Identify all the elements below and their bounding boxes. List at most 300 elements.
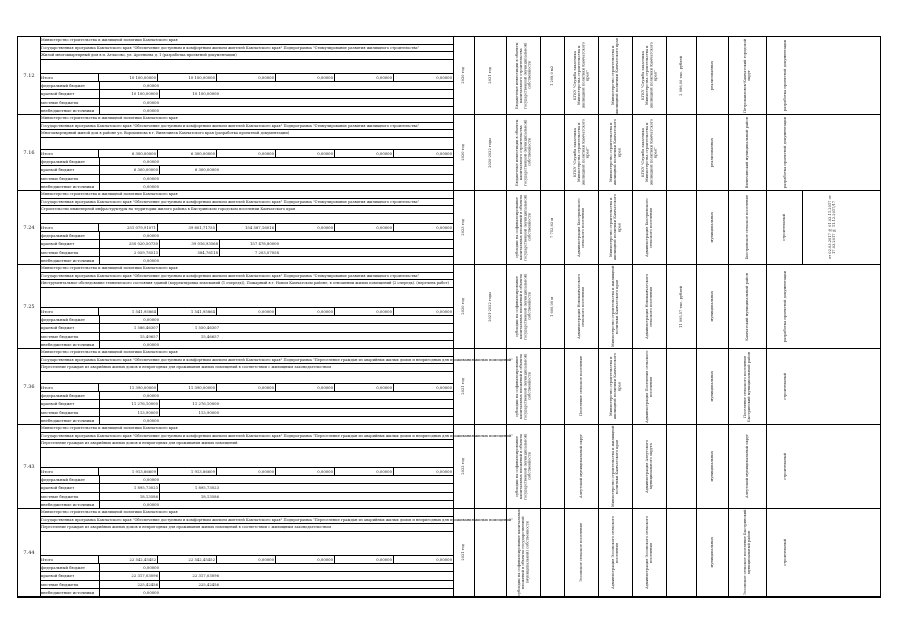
financing-label: внебюджетные источники — [40, 341, 100, 348]
financing-value: 0,00000 — [217, 384, 276, 391]
attribute-cell — [507, 425, 541, 508]
attribute-text: Министерство строительства и жилищной политики Камчатского края — [611, 265, 620, 348]
financing-block — [40, 555, 453, 596]
financing-label: федеральный бюджет — [40, 232, 100, 239]
attribute-cell — [565, 115, 599, 190]
financing-value: 250 020,50730 — [100, 240, 160, 247]
attribute-text: Министерство строительства и жилищной политики Камчатского края — [611, 425, 620, 508]
attribute-text: Поселение сельское поселение — [579, 356, 584, 417]
attribute-cell — [767, 349, 803, 424]
financing-row — [40, 174, 453, 182]
attribute-text: КГКУ "Служба заказчика Министерства строительства и жилищной политики Камчатского края" — [573, 119, 590, 186]
financing-label: федеральный бюджет — [40, 476, 100, 483]
row-number: 7.12 — [18, 37, 41, 114]
attribute-cell — [507, 191, 541, 264]
financing-label: Итого — [40, 556, 99, 563]
row-attributes — [453, 349, 880, 424]
attribute-cell — [767, 509, 803, 596]
attribute-text: строительный — [782, 539, 787, 566]
financing-row — [40, 588, 453, 596]
row-description — [40, 37, 454, 114]
attribute-text: 7 752,83 м — [550, 217, 555, 238]
attribute-cell — [507, 509, 541, 596]
row-attributes — [453, 509, 880, 596]
attribute-cell — [729, 115, 767, 190]
financing-label: местные бюджеты — [40, 581, 100, 588]
financing-row — [40, 248, 453, 256]
financing-row — [40, 475, 453, 483]
attribute-text: субсидии на софинансирование капитальных вложений в объекты государственной (муниципальной) собственности — [515, 433, 532, 500]
ministry-line: Министерство строительства и жилищной политики Камчатского края — [40, 191, 453, 199]
attribute-cell — [729, 37, 767, 114]
ministry-line: Министерство строительства и жилищной политики Камчатского края — [40, 425, 453, 433]
financing-value: 0,00000 — [143, 477, 159, 483]
attribute-text: разработка проектной документации — [782, 116, 787, 189]
attribute-cell — [697, 509, 729, 596]
attribute-cell — [633, 425, 667, 508]
attribute-text: Министерство строительства и жилищной политики Камчатского края — [609, 194, 622, 261]
financing-value: 11 390,00000 — [99, 384, 158, 391]
financing-value: 0,00000 — [335, 468, 394, 475]
financing-value: 1 913,86609 — [158, 468, 217, 475]
attribute-cell — [541, 37, 565, 114]
financing-value: 0,00000 — [436, 309, 452, 315]
financing-value: 10 100,00000 — [192, 91, 219, 97]
attribute-cell — [633, 37, 667, 114]
attribute-cell — [507, 349, 541, 424]
attribute-text: Администрация Эссовского сельского поселения — [611, 516, 620, 589]
financing-label: краевой бюджет — [40, 166, 100, 173]
attribute-text: Камчатский муниципальный район — [745, 272, 750, 341]
financing-row — [40, 332, 453, 340]
financing-value: 584,76118 — [160, 249, 220, 256]
attribute-cell — [767, 191, 803, 264]
financing-value: 10 100,00000 — [99, 74, 158, 81]
financing-row — [40, 307, 453, 315]
row-number: 7.44 — [18, 509, 41, 596]
attribute-cell — [453, 265, 475, 348]
attribute-cell — [475, 37, 507, 114]
attribute-cell — [453, 349, 475, 424]
attribute-text: Министерство строительства и жилищной политики Камчатского края — [609, 353, 622, 420]
financing-value: 0,00000 — [143, 257, 159, 263]
attribute-text: разработка проектной документации — [782, 39, 787, 112]
financing-value: 10 100,00000 — [100, 90, 160, 97]
financing-value: 0,00000 — [335, 384, 394, 391]
financing-value: 6 300,00000 — [194, 167, 219, 173]
attribute-text: реализованных — [710, 137, 715, 168]
attribute-cell — [667, 349, 697, 424]
attribute-cell — [507, 37, 541, 114]
table-row — [18, 115, 880, 191]
attribute-text: 2020-2022 годы — [488, 137, 493, 168]
financing-row — [40, 73, 453, 81]
financing-row — [40, 149, 453, 157]
financing-value: 0,00000 — [143, 501, 159, 507]
financing-value: 0,00000 — [217, 468, 276, 475]
attribute-cell — [475, 115, 507, 190]
attribute-text: Администрация Алеутского муниципального округа — [645, 439, 654, 494]
financing-value: 225,42456 — [198, 581, 219, 587]
row-number: 7.36 — [18, 349, 41, 424]
attribute-text: 2020 год — [461, 144, 466, 161]
financing-label: Итого — [40, 384, 99, 391]
attribute-cell — [767, 115, 803, 190]
financing-value: 0,00000 — [335, 150, 394, 157]
attribute-cell — [541, 425, 565, 508]
financing-label: краевой бюджет — [40, 90, 100, 97]
attribute-cell — [507, 265, 541, 348]
financing-value: 1 895,73023 — [100, 484, 160, 491]
financing-label: местные бюджеты — [40, 333, 100, 340]
attribute-cell — [541, 349, 565, 424]
financing-value: 15,46657 — [200, 333, 219, 339]
financing-value: 2 059,78513 — [100, 249, 160, 256]
attribute-text: 1 600,00 м — [550, 296, 555, 317]
attribute-text: Администрация Новокамчатского сельского поселения — [645, 273, 654, 340]
financing-row — [40, 408, 453, 416]
attribute-cell — [697, 37, 729, 114]
attribute-text: 2022 год — [461, 458, 466, 475]
attribute-cell — [729, 265, 767, 348]
financing-label: местные бюджеты — [40, 493, 100, 500]
financing-value: 1 586,46307 — [100, 324, 160, 331]
financing-value: 0,00000 — [276, 224, 335, 231]
financing-value: 0,00000 — [276, 468, 335, 475]
document-table — [17, 36, 881, 598]
attribute-text: муниципальных — [710, 371, 715, 402]
financing-value: 0,00000 — [143, 175, 159, 181]
financing-value: 1 541,95864 — [99, 308, 158, 315]
financing-value: 18,13586 — [100, 493, 160, 500]
ministry-line: Министерство строительства и жилищной политики Камчатского края — [40, 349, 453, 357]
financing-label: Итого — [40, 74, 99, 81]
financing-row — [40, 89, 453, 97]
financing-value: 0,00000 — [143, 341, 159, 347]
attribute-text: 2021 год — [461, 544, 466, 561]
financing-label: федеральный бюджет — [40, 158, 100, 165]
financing-label: местные бюджеты — [40, 409, 100, 416]
attribute-text: Эссовское сельское поселение Быстринский муниципальный район — [743, 509, 752, 596]
financing-value: 15,49657 — [100, 333, 160, 340]
attribute-text: муниципальных — [710, 291, 715, 322]
financing-value: 22 542,45452 — [99, 556, 158, 563]
financing-block — [40, 73, 453, 114]
financing-value: 113,90000 — [100, 409, 160, 416]
financing-value: 0,00000 — [143, 317, 159, 323]
financing-label: Итого — [40, 468, 99, 475]
program-line: Государственная программа Камчатского края "Обеспечение доступным и комфортным жильем жителей Камчатского края" Подпрограмма "Стимулирование развития жилищного строительства" — [40, 123, 453, 131]
financing-value: 0,00000 — [436, 75, 452, 81]
attribute-text: 2021-2022 годы — [488, 291, 493, 322]
financing-row — [40, 391, 453, 399]
attribute-text: 2021 год — [488, 67, 493, 84]
financing-label: краевой бюджет — [40, 400, 100, 407]
financing-row — [40, 231, 453, 239]
attribute-cell — [541, 509, 565, 596]
row-attributes — [453, 115, 880, 190]
financing-value: 0,00000 — [143, 565, 159, 571]
attribute-text: 2021 год — [461, 378, 466, 395]
attribute-cell — [697, 265, 729, 348]
financing-row — [40, 98, 453, 106]
financing-row — [40, 580, 453, 588]
attribute-cell — [507, 115, 541, 190]
financing-value: 0,00000 — [276, 384, 335, 391]
attribute-cell — [599, 37, 633, 114]
financing-value: 251 079,91071 — [99, 224, 158, 231]
table-row — [18, 37, 880, 115]
attribute-cell — [599, 191, 633, 264]
attribute-text: субсидии на софинансирование капитальных вложений в объекты государственной (муниципальной) собственности — [515, 273, 532, 340]
attribute-text: 11 995,57 тыс. рублей — [679, 285, 684, 328]
financing-row — [40, 182, 453, 190]
row-description — [40, 191, 454, 264]
financing-label: Итого — [40, 308, 99, 315]
table-row — [18, 191, 880, 265]
attribute-cell — [697, 425, 729, 508]
attribute-text: 2 086,00 тыс. рублей — [679, 55, 684, 96]
attribute-cell — [453, 425, 475, 508]
attribute-text: КГКУ "Служба заказчика Министерства строительства и жилищной политики Камчатского края" — [573, 42, 590, 109]
attribute-cell — [667, 425, 697, 508]
attribute-cell — [767, 265, 803, 348]
attribute-cell — [667, 509, 697, 596]
financing-value: 0,00000 — [217, 308, 276, 315]
row-attributes — [453, 425, 880, 508]
attribute-cell — [453, 191, 475, 264]
program-line: Государственная программа Камчатского края "Обеспечение доступным и комфортным жильем жителей Камчатского края" Подпрограмма "Стимулирование развития жилищного строительства" — [40, 199, 453, 207]
attribute-text: реализованных — [710, 60, 715, 91]
financing-label: федеральный бюджет — [40, 82, 100, 89]
object-line: Многоквартирный жилой дом в районе ул. Ворошилова в г. Вилючинск Камчатского края (разработка проектной документации) — [40, 130, 453, 138]
attribute-text: субсидии на софинансирование капитальных вложений в объекты государственной (муниципальной) собственности — [515, 353, 532, 420]
financing-value: 0,00000 — [143, 393, 159, 399]
attribute-text: Алеутский муниципальный округ — [745, 434, 750, 499]
ministry-line: Министерство строительства и жилищной политики Камчатского края — [40, 115, 453, 123]
financing-value: 0,00000 — [143, 417, 159, 423]
attribute-text: муниципальных — [710, 537, 715, 568]
financing-block — [40, 307, 453, 348]
attribute-cell — [565, 509, 599, 596]
financing-label: краевой бюджет — [40, 572, 100, 579]
row-attributes — [453, 37, 880, 114]
financing-value: 0,00000 — [143, 183, 159, 189]
attribute-text: 2023 год — [461, 219, 466, 236]
attribute-text: 1 208,0 м2 — [550, 65, 555, 86]
attribute-cell — [767, 37, 803, 114]
attribute-text: Бюджетные инвестиции в объекты капитального строительства государственной (муниципальной) собственности — [515, 119, 532, 186]
financing-value: 22 317,03096 — [192, 573, 219, 579]
financing-value: 11 276,10000 — [192, 401, 219, 407]
financing-value: 6 300,00000 — [158, 150, 217, 157]
attribute-cell — [599, 425, 633, 508]
financing-row — [40, 165, 453, 173]
attribute-cell — [667, 265, 697, 348]
financing-value: 113,90000 — [198, 409, 219, 415]
financing-value: 154 587,16016 — [217, 224, 276, 231]
program-line: Государственная программа Камчатского края "Обеспечение доступным и комфортным жильем жителей Камчатского края" Подпрограмма "Переселение граждан из аварийных жилых домов и непригодных для проживания жилых помещений" — [40, 433, 453, 441]
financing-value: 7 203,07058 — [254, 249, 279, 255]
financing-value: 0,00000 — [276, 74, 335, 81]
financing-row — [40, 563, 453, 571]
attribute-cell — [633, 509, 667, 596]
financing-row — [40, 315, 453, 323]
financing-row — [40, 500, 453, 508]
financing-value: 6 300,00000 — [99, 150, 158, 157]
financing-value: 11 276,10000 — [100, 400, 160, 407]
financing-value: 6 300,00000 — [100, 166, 160, 173]
ministry-line: Министерство строительства и жилищной политики Камчатского края — [40, 509, 453, 517]
financing-value: 0,00000 — [143, 233, 159, 239]
attribute-text: муниципальных — [710, 212, 715, 243]
attribute-cell — [541, 191, 565, 264]
attribute-text: 2020 год — [461, 298, 466, 315]
financing-label: федеральный бюджет — [40, 392, 100, 399]
attribute-cell — [729, 191, 767, 264]
attribute-text: Алеутский муниципальный округ — [579, 434, 584, 499]
row-attributes — [453, 265, 880, 348]
row-number: 7.24 — [18, 191, 41, 264]
object-line: Строительство инженерной инфраструктуры на территории жилого района в Быстринском городском поселении Камчатского края — [40, 206, 453, 214]
attribute-cell — [453, 37, 475, 114]
attribute-text: муниципальных — [710, 451, 715, 482]
attribute-text: Бюджетные инвестиции в объекты капитального строительства государственной (муниципальной) собственности — [515, 42, 532, 109]
program-line: Государственная программа Камчатского края "Обеспечение доступным и комфортным жильем жителей Камчатского края" Подпрограмма "Стимулирование развития жилищного строительства" — [40, 273, 453, 281]
financing-value: 18,13586 — [200, 493, 219, 499]
attribute-text: Вилючинский муниципальный район — [745, 116, 750, 189]
attribute-text: разработка проектной документации — [782, 270, 787, 343]
financing-value: 1 895,73023 — [194, 485, 219, 491]
attribute-text: Поселение сельского поселения Быстринский муниципальный район — [743, 351, 752, 422]
attribute-cell — [667, 115, 697, 190]
financing-row — [40, 399, 453, 407]
attribute-cell — [541, 265, 565, 348]
ministry-line: Министерство строительства и жилищной политики Камчатского края — [40, 265, 453, 273]
financing-value: 0,00000 — [436, 385, 452, 391]
attribute-text: КГКУ "Служба заказчика Министерства строительства и жилищной политики Камчатского края" — [641, 119, 658, 186]
attribute-text: Министерство строительства и жилищной политики Камчатского края — [609, 119, 622, 186]
financing-row — [40, 467, 453, 475]
financing-value: 22 542,45452 — [158, 556, 217, 563]
financing-label: внебюджетные источники — [40, 589, 100, 596]
financing-value: 0,00000 — [143, 589, 159, 595]
attribute-cell — [633, 349, 667, 424]
financing-row — [40, 157, 453, 165]
financing-row — [40, 223, 453, 231]
financing-value: 0,00000 — [335, 224, 394, 231]
table-row — [18, 349, 880, 425]
attribute-cell — [697, 115, 729, 190]
attribute-cell — [729, 349, 767, 424]
financing-value: 39 601,71755 — [158, 224, 217, 231]
financing-label: внебюджетные источники — [40, 257, 100, 264]
attribute-cell — [729, 425, 767, 508]
attribute-text: 2020 год — [461, 67, 466, 84]
attribute-text: строительный — [782, 214, 787, 241]
financing-value: 0,00000 — [276, 556, 335, 563]
financing-row — [40, 323, 453, 331]
financing-value: 0,00000 — [436, 469, 452, 475]
object-line: Переселение граждан из аварийных жилых домов и непригодных для проживания жилых помещений в соответствии с жилищным законодательством — [40, 524, 453, 532]
financing-row — [40, 571, 453, 579]
financing-value: 0,00000 — [143, 99, 159, 105]
attribute-cell — [667, 191, 697, 264]
object-line: Переселение граждан из аварийных жилых домов и непригодных для проживания жилых помещений в соответствии с жилищным законодательством — [40, 364, 453, 372]
financing-value: 0,00000 — [276, 308, 335, 315]
financing-label: краевой бюджет — [40, 240, 100, 247]
row-attributes — [453, 191, 880, 264]
table-row — [18, 265, 880, 349]
financing-value: 0,00000 — [143, 83, 159, 89]
attribute-text: строительный — [782, 453, 787, 480]
attribute-cell — [565, 425, 599, 508]
row-description — [40, 265, 454, 348]
attribute-text: Министерство строительства и жилищной политики Камчатского края — [611, 37, 620, 114]
table-row — [18, 425, 880, 509]
attribute-cell — [475, 191, 507, 264]
table-row — [18, 509, 880, 597]
financing-value: 1 541,95864 — [158, 308, 217, 315]
financing-block — [40, 383, 453, 424]
financing-label: краевой бюджет — [40, 484, 100, 491]
financing-block — [40, 149, 453, 190]
row-number: 7.43 — [18, 425, 41, 508]
financing-value: 0,00000 — [217, 556, 276, 563]
attribute-text: субсидии на софинансирование капитальных вложений в объекты государственной (муниципальной) собственности — [515, 194, 532, 261]
financing-value: 11 390,00000 — [158, 384, 217, 391]
financing-label: местные бюджеты — [40, 175, 100, 182]
financing-value: 0,00000 — [436, 151, 452, 157]
attribute-cell — [599, 349, 633, 424]
financing-value: 1 913,86609 — [99, 468, 158, 475]
attribute-cell — [475, 349, 507, 424]
financing-value: 0,00000 — [335, 556, 394, 563]
attribute-cell — [767, 425, 803, 508]
financing-value: 39 016,93568 — [160, 240, 220, 247]
attribute-cell — [475, 265, 507, 348]
financing-value: 22 317,03096 — [100, 572, 160, 579]
financing-value: 157 478,80000 — [250, 241, 279, 247]
row-number: 7.16 — [18, 115, 41, 190]
attribute-text: строительный — [782, 373, 787, 400]
financing-row — [40, 383, 453, 391]
financing-label: внебюджетные источники — [40, 183, 100, 190]
financing-label: федеральный бюджет — [40, 316, 100, 323]
attribute-text: КГКУ "Служба заказчика Министерства строительства и жилищной политики Камчатского края" — [641, 42, 658, 109]
attribute-cell — [565, 349, 599, 424]
financing-label: внебюджетные источники — [40, 417, 100, 424]
financing-row — [40, 239, 453, 247]
financing-row — [40, 555, 453, 563]
attribute-cell — [599, 115, 633, 190]
object-line: Переселение граждан из аварийных жилых домов и непригодных для проживания жилых помещений — [40, 440, 453, 448]
financing-value: 0,00000 — [276, 150, 335, 157]
financing-value: 0,00000 — [335, 308, 394, 315]
attribute-cell — [599, 265, 633, 348]
attribute-cell — [697, 349, 729, 424]
financing-value: 0,00000 — [436, 557, 452, 563]
financing-block — [40, 467, 453, 508]
attribute-cell — [475, 425, 507, 508]
financing-value: 10 100,00000 — [158, 74, 217, 81]
financing-block — [40, 223, 453, 264]
financing-label: внебюджетные источники — [40, 107, 100, 114]
financing-value: 0,00000 — [217, 150, 276, 157]
attribute-cell — [541, 115, 565, 190]
financing-value: 0,00000 — [217, 74, 276, 81]
financing-label: местные бюджеты — [40, 249, 100, 256]
